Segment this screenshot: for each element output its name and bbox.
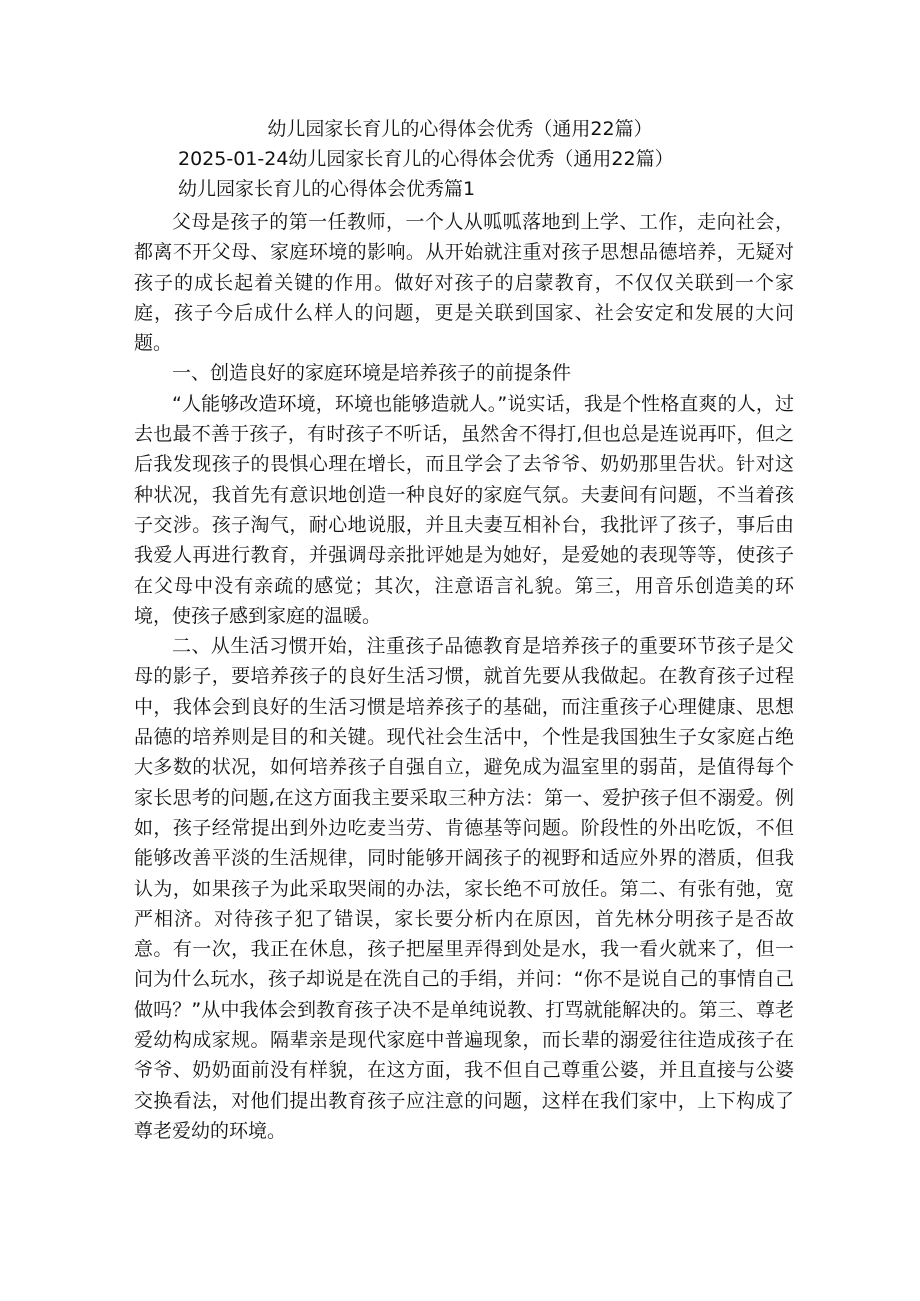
heading-one: 一、创造良好的家庭环境是培养孩子的前提条件	[172, 362, 572, 385]
paragraph-one: “人能够改造环境，环境也能够造就人。”说实话，我是个性格直爽的人，过去也最不善于孩子，有时孩子不听话，虽然舍不得打,但也总是连说再吓，但之后我发现孩子的畏惧心理在增长，而且学会了去爷爷、奶奶那里告状。针对这种状况，我首先有意识地创造一种良好的家庭气氛。夫妻间有问题，不当着孩子交涉。孩子淘气，耐心地说服，并且夫妻互相补台，我批评了孩子，事后由我爱人再进行教育，并强调母亲批评她是为她好，是爱她的表现等等，使孩子在父母中没有亲疏的感觉；其次，注意语言礼貌。第三，用音乐创造美的环境，使孩子感到家庭的温暖。	[134, 392, 794, 627]
paragraph-intro: 父母是孩子的第一任教师，一个人从呱呱落地到上学、工作，走向社会，都离不开父母、家庭环境的影响。从开始就注重对孩子思想品德培养，无疑对孩子的成长起着关键的作用。做好对孩子的启蒙教育，不仅仅关联到一个家庭，孩子今后成什么样人的问题，更是关联到国家、社会安定和发展的大问题。	[134, 211, 794, 355]
paragraph-two: 二、从生活习惯开始，注重孩子品德教育是培养孩子的重要环节孩子是父母的影子，要培养孩子的良好生活习惯，就首先要从我做起。在教育孩子过程中，我体会到良好的生活习惯是培养孩子的基础，而注重孩子心理健康、思想品德的培养则是目的和关键。现代社会生活中，个性是我国独生子女家庭占绝大多数的状况，如何培养孩子自强自立，避免成为温室里的弱苗，是值得每个家长思考的问题,在这方面我主要采取三种方法：第一、爱护孩子但不溺爱。例如，孩子经常提出到外边吃麦当劳、肯德基等问题。阶段性的外出吃饭，不但能够改善平淡的生活规律，同时能够开阔孩子的视野和适应外界的潜质，但我认为，如果孩子为此采取哭闹的办法，家长绝不可放任。第二、有张有弛，宽严相济。对待孩子犯了错误，家长要分析内在原因，首先林分明孩子是否故意。有一次，我正在休息，孩子把屋里弄得到处是水，我一看火就来了，但一问为什么玩水，孩子却说是在洗自己的手绢，并问：“你不是说自己的事情自己做吗？”从中我体会到教育孩子决不是单纯说教、打骂就能解决的。第三、尊老爱幼构成家规。隔辈亲是现代家庭中普遍现象，而长辈的溺爱往往造成孩子在爷爷、奶奶面前没有样貌，在这方面，我不但自己尊重公婆，并且直接与公婆交换看法，对他们提出教育孩子应注意的问题，这样在我们家中，上下构成了尊老爱幼的环境。	[134, 635, 794, 1142]
article-body	[134, 207, 794, 1146]
section-title: 幼儿园家长育儿的心得体会优秀篇1	[178, 178, 476, 200]
document-subtitle: 2025-01-24幼儿园家长育儿的心得体会优秀（通用22篇）	[178, 148, 674, 170]
document-title: 幼儿园家长育儿的心得体会优秀（通用22篇）	[267, 118, 653, 140]
